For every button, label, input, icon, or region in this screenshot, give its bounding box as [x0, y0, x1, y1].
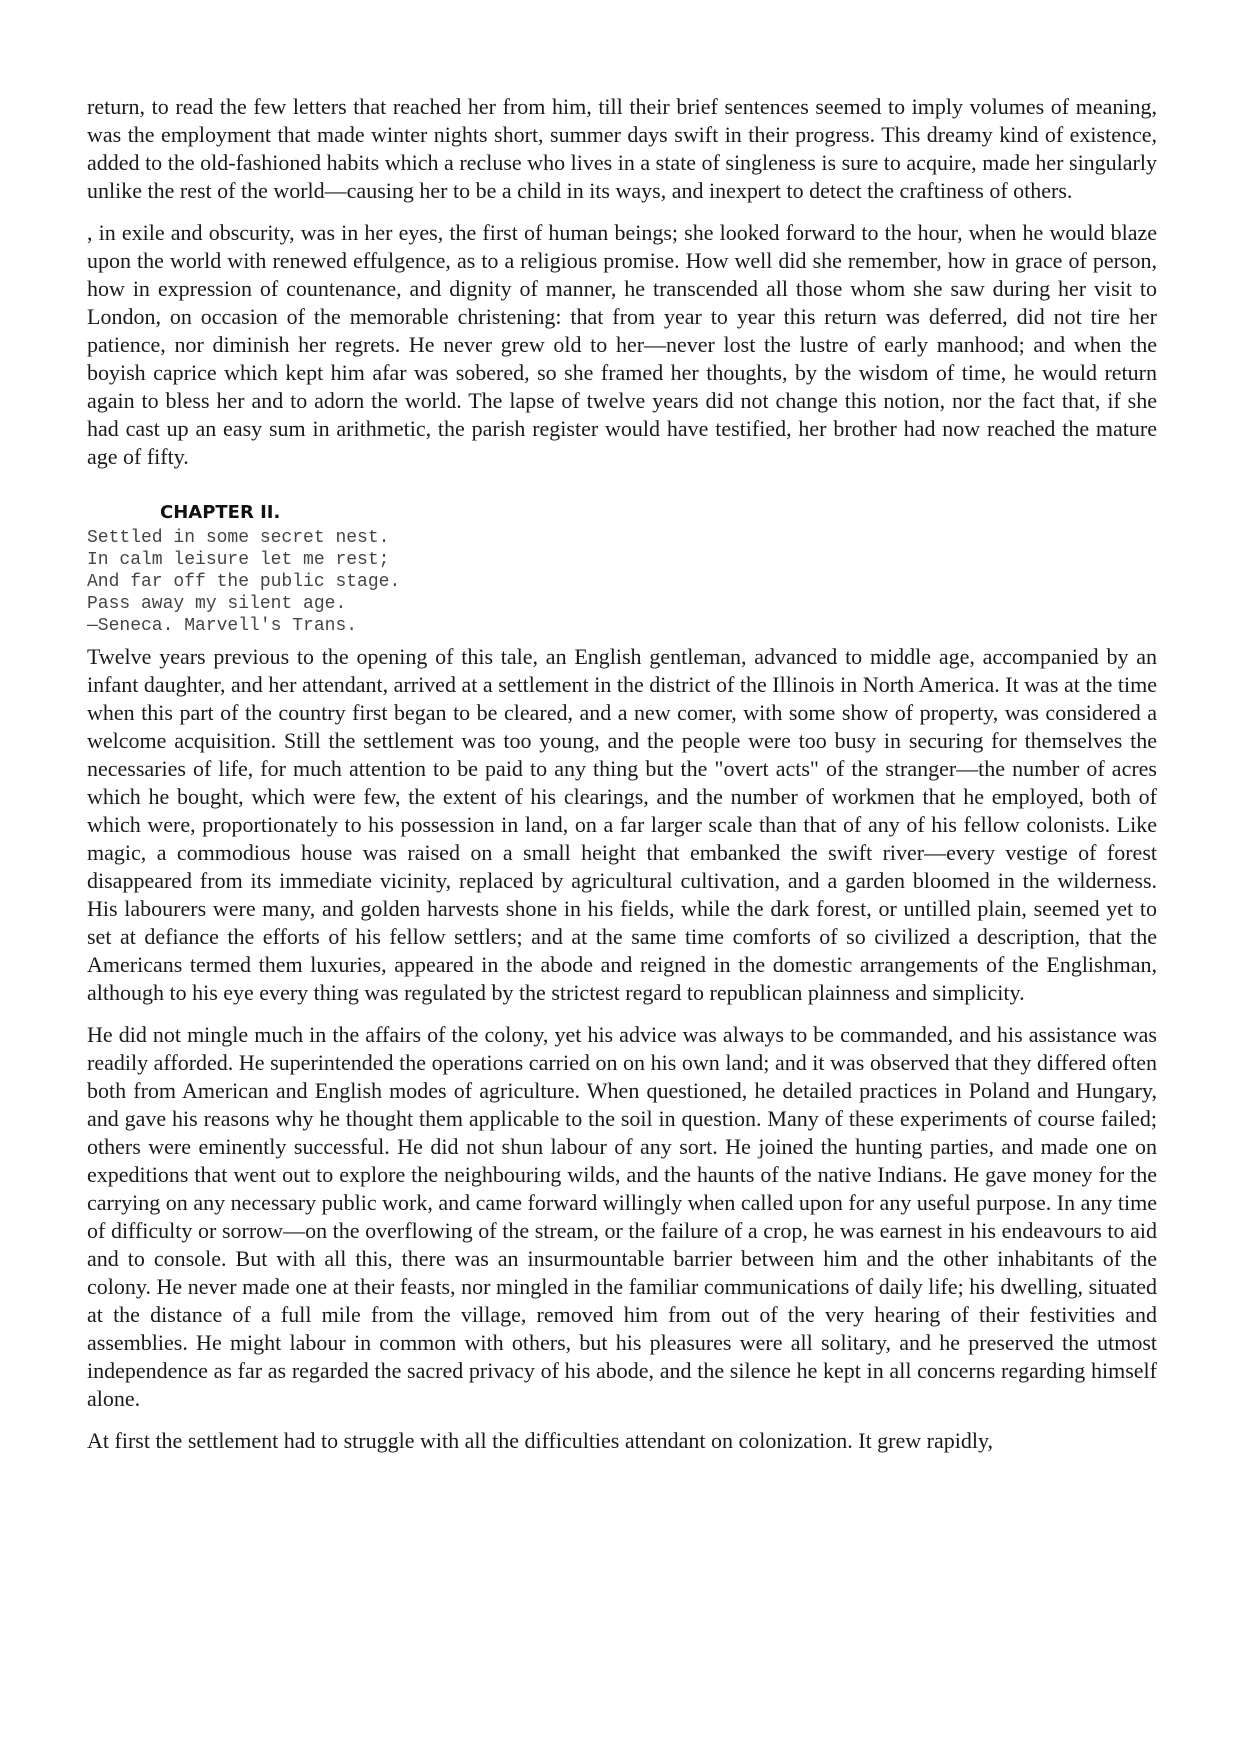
paragraph: , in exile and obscurity, was in her eyes, the first of human beings; she looked forward to the hour, when he would blaze upon the world with renewed effulgence, as to a religious promise. How well did she remember, how in grace of person, how in expression of countenance, and dignity of manner, he transcended all those whom she saw during her visit to London, on occasion of the memorable christening: that from year to year this return was deferred, did not tire her patience, nor diminish her regrets. He never grew old to her—never lost the lustre of early manhood; and when the boyish caprice which kept him afar was sobered, so she framed her thoughts, by the wisdom of time, he would return again to bless her and to adorn the world. The lapse of twelve years did not change this notion, nor the fact that, if she had cast up an easy sum in arithmetic, the parish register would have testified, her brother had now reached the mature age of fifty. [87, 220, 1157, 469]
epigraph-attribution: —Seneca. Marvell's Trans. [87, 616, 358, 636]
epigraph-line: Settled in some secret nest. [87, 528, 390, 548]
chapter-heading: CHAPTER II. [160, 502, 281, 523]
epigraph-line: In calm leisure let me rest; [87, 550, 390, 570]
epigraph [87, 527, 1157, 637]
paragraph: return, to read the few letters that reached her from him, till their brief sentences seemed to imply volumes of meaning, was the employment that made winter nights short, summer days swift in their progress. This dreamy kind of existence, added to the old-fashioned habits which a recluse who lives in a state of singleness is sure to acquire, made her singularly unlike the rest of the world—causing her to be a child in its ways, and inexpert to detect the craftiness of others. [87, 94, 1157, 203]
paragraph: Twelve years previous to the opening of this tale, an English gentleman, advanced to middle age, accompanied by an infant daughter, and her attendant, arrived at a settlement in the district of the Illinois in North America. It was at the time when this part of the country first began to be cleared, and a new comer, with some show of property, was considered a welcome acquisition. Still the settlement was too young, and the people were too busy in securing for themselves the necessaries of life, for much attention to be paid to any thing but the "overt acts" of the stranger—the number of acres which he bought, which were few, the extent of his clearings, and the number of workmen that he employed, both of which were, proportionately to his possession in land, on a far larger scale than that of any of his fellow colonists. Like magic, a commodious house was raised on a small height that embanked the swift river—every vestige of forest disappeared from its immediate vicinity, replaced by agricultural cultivation, and a garden bloomed in the wilderness. His labourers were many, and golden harvests shone in his fields, while the dark forest, or untilled plain, seemed yet to set at defiance the efforts of his fellow settlers; and at the same time comforts of so civilized a description, that the Americans termed them luxuries, appeared in the abode and reigned in the domestic arrangements of the Englishman, although to his eye every thing was regulated by the strictest regard to republican plainness and simplicity. [87, 644, 1157, 1005]
paragraph: At first the settlement had to struggle with all the difficulties attendant on colonization. It grew rapidly, [87, 1428, 994, 1453]
document-page [87, 93, 1157, 1469]
paragraph: He did not mingle much in the affairs of the colony, yet his advice was always to be commanded, and his assistance was readily afforded. He superintended the operations carried on on his own land; and it was observed that they differed often both from American and English modes of agriculture. When questioned, he detailed practices in Poland and Hungary, and gave his reasons why he thought them applicable to the soil in question. Many of these experiments of course failed; others were eminently successful. He did not shun labour of any sort. He joined the hunting parties, and made one on expeditions that went out to explore the neighbouring wilds, and the haunts of the native Indians. He gave money for the carrying on any necessary public work, and came forward willingly when called upon for any useful purpose. In any time of difficulty or sorrow—on the overflowing of the stream, or the failure of a crop, he was earnest in his endeavours to aid and to console. But with all this, there was an insurmountable barrier between him and the other inhabitants of the colony. He never made one at their feasts, nor mingled in the familiar communications of daily life; his dwelling, situated at the distance of a full mile from the village, removed him from out of the very hearing of their festivities and assemblies. He might labour in common with others, but his pleasures were all solitary, and he preserved the utmost independence as far as regarded the sacred privacy of his abode, and the silence he kept in all concerns regarding himself alone. [87, 1022, 1157, 1411]
epigraph-line: And far off the public stage. [87, 572, 401, 592]
epigraph-line: Pass away my silent age. [87, 594, 347, 614]
